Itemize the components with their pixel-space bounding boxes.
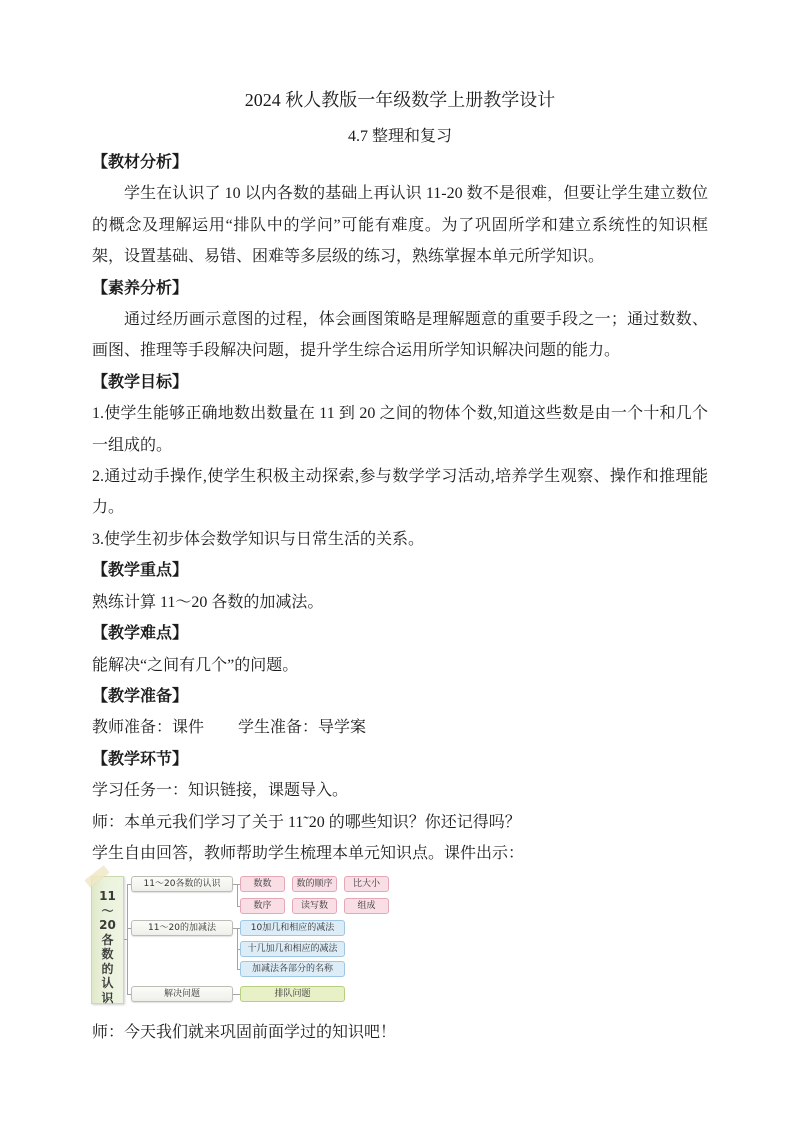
topic-item: 数数 (240, 876, 285, 892)
courseware-knowledge-map (88, 873, 398, 1007)
teaching-step-line: 师：本单元我们学习了关于 11˜20 的哪些知识？你还记得吗？ (92, 813, 521, 831)
topic-item: 排队问题 (240, 986, 345, 1002)
key-points-text: 熟练计算 11～20 各数的加减法。 (92, 593, 324, 611)
lesson-subtitle: 4.7 整理和复习 (347, 128, 452, 145)
heading-literacy-analysis: 【素养分析】 (92, 279, 189, 297)
student-preparation: 学生准备：导学案 (238, 719, 367, 737)
topic-item: 组成 (344, 898, 389, 914)
preparation-line (92, 712, 708, 743)
topic-item: 加减法各部分的名称 (240, 961, 345, 977)
connector-line (233, 994, 240, 995)
textbook-analysis-text: 学生在认识了 10 以内各数的基础上再认识 11-20 数不是很难，但要让学生建立数位的概念及理解运用“排队中的学问”可能有难度。为了巩固所学和建立系统性的知识框架，设置基础、易错、困难等多层级的练习，熟练掌握本单元所学知识。 (92, 185, 708, 266)
topic-item: 10加几和相应的减法 (240, 920, 345, 936)
root-topic-tag (91, 876, 124, 1004)
root-topic-char: ～ (101, 903, 114, 918)
root-topic-char: 11 (99, 889, 116, 904)
teaching-step-line: 学生自由回答，教师帮助学生梳理本单元知识点。课件出示： (92, 844, 525, 862)
heading-preparation: 【教学准备】 (92, 687, 189, 705)
root-topic-char: 识 (101, 990, 114, 1005)
topic-item: 读写数 (292, 898, 337, 914)
topic-item: 比大小 (344, 876, 389, 892)
category-problem-solving: 解决问题 (131, 986, 233, 1002)
heading-textbook-analysis: 【教材分析】 (92, 154, 189, 171)
root-topic-char: 的 (101, 961, 114, 976)
connector-line (237, 884, 238, 907)
heading-difficulties: 【教学难点】 (92, 625, 189, 643)
root-topic-char: 数 (101, 947, 114, 962)
root-topic-char: 认 (101, 976, 114, 991)
teaching-goal-item: 3.使学生初步体会数学知识与日常生活的关系。 (92, 530, 425, 548)
heading-key-points: 【教学重点】 (92, 562, 189, 580)
category-addition-subtraction: 11～20的加减法 (131, 920, 233, 936)
lesson-plan-body (92, 147, 708, 1049)
topic-item: 数的顺序 (292, 876, 337, 892)
topic-item: 数序 (240, 898, 285, 914)
teaching-goal-item: 1.使学生能够正确地数出数量在 11 到 20 之间的物体个数,知道这些数是由一个十和几个一组成的。 (92, 405, 708, 454)
root-topic-char: 20 (99, 918, 116, 933)
connector-line (124, 939, 128, 940)
difficulties-text: 能解决“之间有几个”的问题。 (92, 656, 299, 674)
closing-line: 师：今天我们就来巩固前面学过的知识吧！ (92, 1024, 397, 1042)
teacher-preparation: 教师准备：课件 (92, 719, 205, 737)
teaching-step-line: 学习任务一：知识链接，课题导入。 (92, 782, 349, 800)
literacy-analysis-text: 通过经历画示意图的过程，体会画图策略是理解题意的重要手段之一；通过数数、画图、推理等手段解决问题，提升学生综合运用所学知识解决问题的能力。 (92, 311, 708, 360)
heading-teaching-goals: 【教学目标】 (92, 373, 189, 391)
root-topic-char: 各 (101, 932, 114, 947)
document-title: 2024 秋人教版一年级数学上册教学设计 (244, 90, 556, 110)
category-number-recognition: 11～20各数的认识 (131, 876, 233, 892)
heading-teaching-steps: 【教学环节】 (92, 750, 189, 768)
teaching-goal-item: 2.通过动手操作,使学生积极主动探索,参与数学学习活动,培养学生观察、操作和推理能力。 (92, 468, 708, 517)
topic-item: 十几加几和相应的减法 (240, 941, 345, 957)
